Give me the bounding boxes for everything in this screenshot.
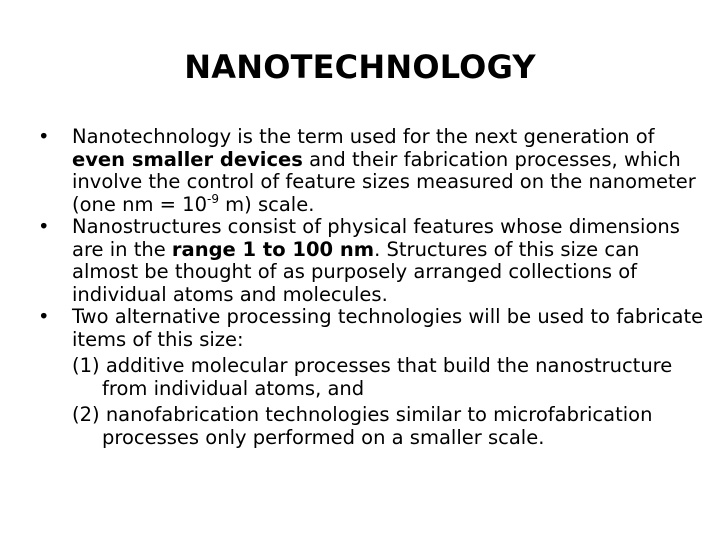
bullet-item-nanostructures [38,216,708,306]
bullet-item-processing [38,306,708,351]
sub-item-nanofabrication: (2) nanofabrication technologies similar to microfabrication processes only performed on a smaller scale. [72,403,653,449]
bullet-icon: • [38,125,50,148]
sub-item-additive: (1) additive molecular processes that build the nanostructure from individual atoms, and [72,354,673,400]
bullet-icon: • [38,215,50,238]
bullet-text: and their fabrication processes, which involve the control of feature sizes measured on the nanometer (one nm = 10 [72,147,696,216]
bullet-text: . Structures of this size can almost be thought of as purposely arranged collections of individual atoms and molecules. [72,237,640,306]
exponent: -9 [207,191,219,206]
slide-body [38,126,708,449]
bullet-text: Nanostructures consist of physical features whose dimensions are in the [72,215,680,261]
bullet-emphasis: range 1 to 100 nm [171,237,375,261]
bullet-emphasis: even smaller devices [72,147,303,171]
bullet-icon: • [38,305,50,328]
bullet-text: m) scale. [218,192,315,216]
bullet-text: Two alternative processing technologies will be used to fabricate items of this size: [72,305,704,351]
slide-title: NANOTECHNOLOGY [184,48,536,86]
bullet-item-nanotechnology [38,126,708,216]
bullet-text: Nanotechnology is the term used for the next generation of [72,125,655,148]
